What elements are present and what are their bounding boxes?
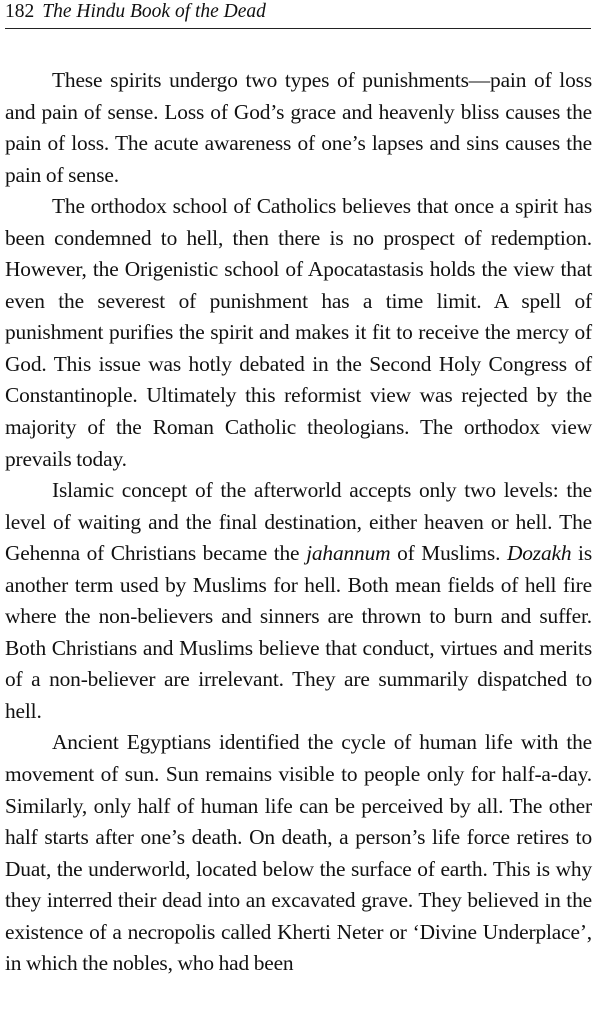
text-run: These spirits undergo two types of punishments—pain of loss and pain of sense. Loss of God’s grace and heavenly bliss causes the pain of loss. The acute awareness of one’s lapses and sins causes the pain of sense.	[5, 68, 592, 187]
paragraph	[5, 727, 592, 979]
italic-term: Dozakh	[506, 541, 572, 566]
text-run: Islamic concept of the afterworld accepts only two levels: the level of waiting and the final destination, either heaven or hell. The Gehenna of Christians became the	[5, 478, 592, 566]
book-title: The Hindu Book of the Dead	[42, 1, 266, 22]
text-run: of Muslims.	[390, 541, 507, 566]
body-text	[5, 65, 592, 980]
running-head	[5, 0, 591, 29]
paragraph	[5, 191, 592, 475]
text-run: Ancient Egyptians identified the cycle of human life with the movement of sun. Sun remains visible to people only for half-a-day. Similarly, only half of human life can be perceived by all. The other half starts after one’s death. On death, a person’s life force retires to Duat, the underworld, located below the surface of earth. This is why they interred their dead into an excavated grave. They believed in the existence of a necropolis called Kherti Neter or ‘Divine Underplace’, in which the nobles, who had been	[5, 730, 592, 976]
italic-term: jahannum	[306, 541, 391, 566]
page-number: 182	[5, 1, 35, 22]
paragraph	[5, 65, 592, 191]
text-run: The orthodox school of Catholics believes that once a spirit has been condemned to hell, then there is no prospect of redemption. However, the Origenistic school of Apocatastasis holds the view that even the severest of punishment has a time limit. A spell of punishment purifies the spirit and makes it fit to receive the mercy of God. This issue was hotly debated in the Second Holy Congress of Constantinople. Ultimately this reformist view was rejected by the majority of the Roman Catholic theologians. The orthodox view prevails today.	[5, 194, 592, 471]
paragraph	[5, 475, 592, 727]
text-run: is another term used by Muslims for hell. Both mean fields of hell fire where the non-believers and sinners are thrown to burn and suffer. Both Christians and Muslims believe that conduct, virtues and merits of a non-believer are irrelevant. They are summarily dispatched to hell.	[5, 541, 593, 723]
